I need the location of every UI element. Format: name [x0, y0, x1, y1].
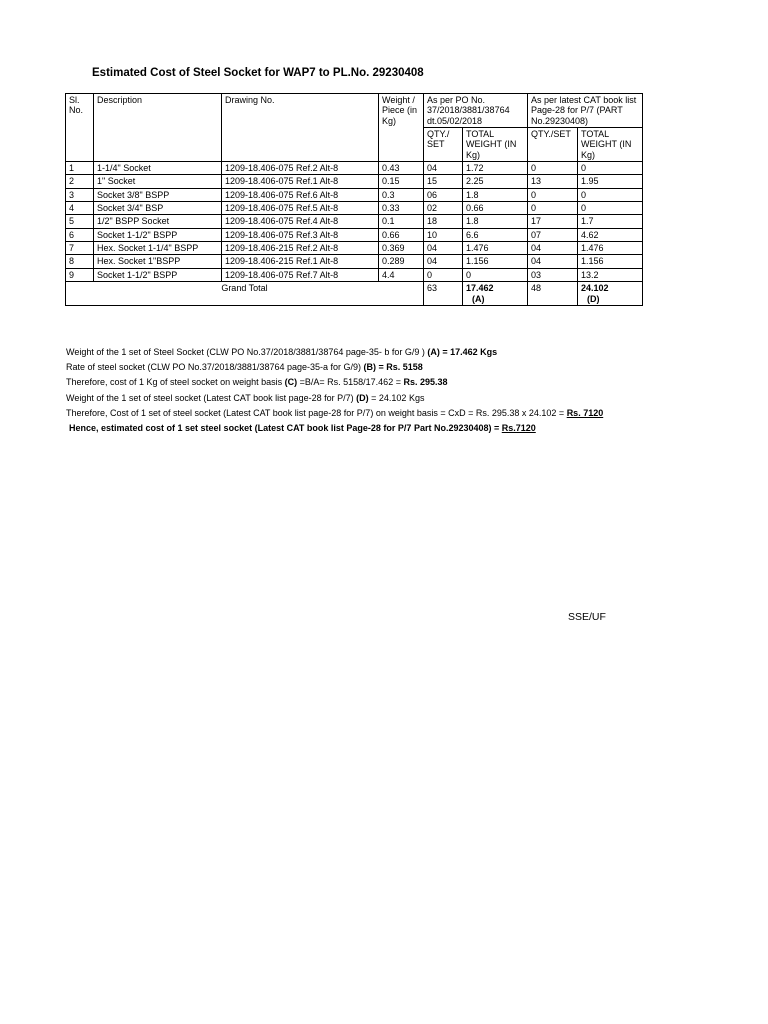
table-row [66, 215, 643, 228]
cell-weight: 0.43 [379, 162, 424, 175]
cell-desc: Socket 1-1/2" BSPP [94, 228, 222, 241]
grand-total-cat-weight [578, 282, 643, 306]
cell-cat-qty: 04 [528, 255, 578, 268]
note-final-estimate [66, 421, 603, 436]
cell-po-qty: 04 [424, 242, 463, 255]
table-row [66, 228, 643, 241]
grand-total-po-qty: 63 [424, 282, 463, 306]
cost-table [65, 93, 643, 306]
cell-desc: Socket 3/4" BSP [94, 202, 222, 215]
note-amount: Rs.7120 [501, 423, 536, 434]
note-bold: (A) = 17.462 Kgs [427, 347, 498, 357]
note-weight-d [66, 391, 603, 406]
cell-po-total: 0 [463, 268, 528, 281]
header-cat-total: TOTAL WEIGHT (IN Kg) [578, 128, 643, 162]
note-bold: Rs. 295.38 [403, 377, 448, 388]
grand-total-cat-qty: 48 [528, 282, 578, 306]
header-drawing-no: Drawing No. [222, 94, 379, 162]
document-title: Estimated Cost of Steel Socket for WAP7 to PL.No. 29230408 [92, 67, 424, 79]
header-row [66, 94, 643, 128]
note-text: Hence, estimated cost of 1 set steel socket (Latest CAT book list Page-28 for P/7 Part No.29230408) = [69, 423, 502, 434]
cell-desc: Hex. Socket 1-1/4" BSPP [94, 242, 222, 255]
cell-cat-qty: 0 [528, 162, 578, 175]
cell-drawing: 1209-18.406-075 Ref.3 Alt-8 [222, 228, 379, 241]
header-description: Description [94, 94, 222, 162]
cell-weight: 0.15 [379, 175, 424, 188]
cell-cat-qty: 04 [528, 242, 578, 255]
note-bold: (D) [356, 392, 369, 403]
cell-drawing: 1209-18.406-075 Ref.5 Alt-8 [222, 202, 379, 215]
cell-desc: Socket 3/8" BSPP [94, 188, 222, 201]
cell-weight: 0.33 [379, 202, 424, 215]
cell-cat-total: 1.476 [578, 242, 643, 255]
header-weight: Weight / Piece (in Kg) [379, 94, 424, 162]
cell-drawing: 1209-18.406-075 Ref.4 Alt-8 [222, 215, 379, 228]
header-cat: As per latest CAT book list Page-28 for P/7 (PART No.29230408) [528, 94, 643, 128]
cell-po-total: 1.72 [463, 162, 528, 175]
cell-desc: Socket 1-1/2" BSPP [94, 268, 222, 281]
note-cost-c [66, 375, 603, 390]
cell-cat-total: 13.2 [578, 268, 643, 281]
cell-drawing: 1209-18.406-075 Ref.1 Alt-8 [222, 175, 379, 188]
cell-cat-qty: 17 [528, 215, 578, 228]
note-cost-set [66, 406, 603, 421]
cell-po-total: 6.6 [463, 228, 528, 241]
cell-drawing: 1209-18.406-075 Ref.7 Alt-8 [222, 268, 379, 281]
cell-sl: 6 [66, 228, 94, 241]
table-row [66, 162, 643, 175]
cell-weight: 0.3 [379, 188, 424, 201]
note-bold: (C) [284, 377, 298, 388]
cell-po-qty: 15 [424, 175, 463, 188]
cell-sl: 8 [66, 255, 94, 268]
note-text: =B/A= Rs. 5158/17.462 = [297, 377, 404, 388]
cell-po-qty: 0 [424, 268, 463, 281]
cell-cat-qty: 07 [528, 228, 578, 241]
cell-cat-total: 1.7 [578, 215, 643, 228]
calculation-notes [66, 345, 603, 436]
cell-cat-qty: 03 [528, 268, 578, 281]
table-row [66, 202, 643, 215]
cell-cat-total: 1.156 [578, 255, 643, 268]
cell-desc: 1" Socket [94, 175, 222, 188]
cell-po-total: 1.476 [463, 242, 528, 255]
signature: SSE/UF [568, 611, 606, 623]
cell-desc: Hex. Socket 1"BSPP [94, 255, 222, 268]
grand-total-label: Grand Total [66, 282, 424, 306]
header-po: As per PO No. 37/2018/3881/38764 dt.05/02/2018 [424, 94, 528, 128]
cell-drawing: 1209-18.406-075 Ref.6 Alt-8 [222, 188, 379, 201]
cell-drawing: 1209-18.406-215 Ref.1 Alt-8 [222, 255, 379, 268]
header-po-qty: QTY./ SET [424, 128, 463, 162]
cell-sl: 4 [66, 202, 94, 215]
cell-cat-qty: 13 [528, 175, 578, 188]
header-cat-qty: QTY./SET [528, 128, 578, 162]
cell-po-qty: 06 [424, 188, 463, 201]
header-po-total: TOTAL WEIGHT (IN Kg) [463, 128, 528, 162]
cell-sl: 5 [66, 215, 94, 228]
cell-weight: 0.66 [379, 228, 424, 241]
cell-desc: 1/2" BSPP Socket [94, 215, 222, 228]
grand-total-po-weight [463, 282, 528, 306]
cell-drawing: 1209-18.406-075 Ref.2 Alt-8 [222, 162, 379, 175]
total-value: 24.102 [581, 283, 609, 294]
cell-weight: 0.1 [379, 215, 424, 228]
cell-cat-total: 4.62 [578, 228, 643, 241]
cell-cat-total: 0 [578, 202, 643, 215]
cell-weight: 4.4 [379, 268, 424, 281]
cell-po-qty: 10 [424, 228, 463, 241]
cell-po-qty: 04 [424, 255, 463, 268]
note-text: Therefore, Cost of 1 set of steel socket (Latest CAT book list page-28 for P/7) on weight basis = CxD = Rs. 295.38 x 24.102 = [66, 407, 567, 418]
total-value: 17.462 [466, 283, 494, 294]
cell-cat-total: 0 [578, 188, 643, 201]
note-bold: (B) = Rs. 5158 [363, 362, 423, 373]
cell-desc: 1-1/4" Socket [94, 162, 222, 175]
cell-po-qty: 18 [424, 215, 463, 228]
cell-sl: 7 [66, 242, 94, 255]
cell-sl: 9 [66, 268, 94, 281]
cell-po-qty: 04 [424, 162, 463, 175]
cell-cat-qty: 0 [528, 188, 578, 201]
table-row [66, 268, 643, 281]
cell-cat-total: 0 [578, 162, 643, 175]
table-row [66, 188, 643, 201]
cell-po-total: 0.66 [463, 202, 528, 215]
table-row [66, 255, 643, 268]
cell-weight: 0.289 [379, 255, 424, 268]
note-text: = 24.102 Kgs [368, 392, 425, 403]
cell-po-total: 1.8 [463, 188, 528, 201]
note-text: Therefore, cost of 1 Kg of steel socket on weight basis [66, 377, 285, 388]
note-text: Rate of steel socket (CLW PO No.37/2018/3881/38764 page-35-a for G/9) [66, 362, 364, 373]
total-mark: (D) [587, 293, 600, 304]
header-sl-no: Sl. No. [66, 94, 94, 162]
cell-cat-qty: 0 [528, 202, 578, 215]
cell-po-qty: 02 [424, 202, 463, 215]
note-weight-a [66, 345, 603, 360]
grand-total-row [66, 282, 643, 306]
note-amount: Rs. 7120 [566, 407, 604, 418]
total-mark: (A) [472, 293, 485, 304]
cell-cat-total: 1.95 [578, 175, 643, 188]
cell-sl: 2 [66, 175, 94, 188]
cell-sl: 3 [66, 188, 94, 201]
table-row [66, 242, 643, 255]
table-row [66, 175, 643, 188]
cell-po-total: 1.8 [463, 215, 528, 228]
note-text: Weight of the 1 set of Steel Socket (CLW PO No.37/2018/3881/38764 page-35- b for G/9 ) [66, 347, 428, 357]
note-rate-b [66, 360, 603, 375]
cell-sl: 1 [66, 162, 94, 175]
cell-drawing: 1209-18.406-215 Ref.2 Alt-8 [222, 242, 379, 255]
cell-po-total: 1.156 [463, 255, 528, 268]
cell-po-total: 2.25 [463, 175, 528, 188]
cell-weight: 0.369 [379, 242, 424, 255]
note-text: Weight of the 1 set of steel socket (Latest CAT book list page-28 for P/7) [66, 392, 357, 403]
